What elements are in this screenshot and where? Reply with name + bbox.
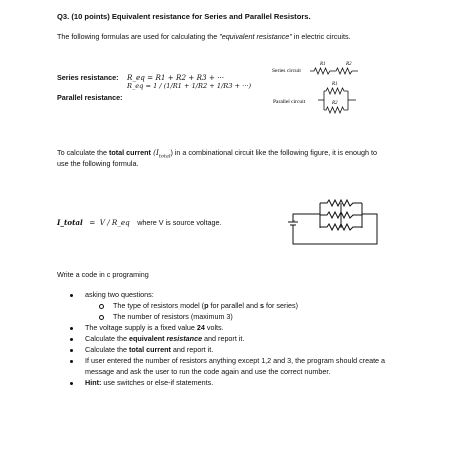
tc-text-c: ) in a combinational circuit like the following figure, it is enough to xyxy=(170,148,377,157)
parallel-caption: Parallel circuit xyxy=(273,99,306,105)
current-formula-tail: where V is source voltage. xyxy=(137,218,222,227)
series-formula: R_eq = R1 + R2 + R3 + ··· xyxy=(127,73,225,82)
total-current-line2: use the following formula. xyxy=(57,159,139,168)
series-label: Series resistance: xyxy=(57,73,119,82)
bullet-equivalent: Calculate the equivalent resistance and report it. xyxy=(85,334,245,343)
series-caption: Series circuit xyxy=(272,68,301,74)
intro-after: in electric circuits. xyxy=(291,32,351,41)
tc-subscript: total xyxy=(158,153,171,160)
bullet-voltage: The voltage supply is a fixed value 24 volts. xyxy=(85,323,224,332)
tc-text-a: To calculate the xyxy=(57,148,109,157)
series-r1-label: R1 xyxy=(320,62,326,67)
bullet-validation-line2: message and ask the user to run the code again and use the correct number. xyxy=(85,367,331,376)
bullet-dot xyxy=(70,327,73,330)
task-intro: Write a code in c programing xyxy=(57,270,149,279)
parallel-r1-label: R1 xyxy=(332,82,338,87)
sub-bullet-circle xyxy=(99,304,104,309)
bullet-current: Calculate the total current and report it. xyxy=(85,345,214,354)
parallel-resistor-bottom xyxy=(324,107,348,113)
parallel-r2-label: R2 xyxy=(332,101,338,106)
bullet-dot xyxy=(70,382,73,385)
tc-symbol: (I xyxy=(150,148,159,157)
series-r2-label: R2 xyxy=(346,62,352,67)
tc-bold: total current xyxy=(108,148,151,157)
bullet-asking: asking two questions: xyxy=(85,290,154,299)
sub-bullet-circle xyxy=(99,315,104,320)
svg-text:+: + xyxy=(293,218,296,223)
intro-text xyxy=(57,32,351,41)
series-resistor-wire xyxy=(310,68,358,74)
sub-bullet-number: The number of resistors (maximum 3) xyxy=(113,312,233,321)
resistor-diagrams xyxy=(270,58,380,120)
bullet-dot xyxy=(70,338,73,341)
bullet-hint: Hint: use switches or else-if statements. xyxy=(85,378,214,387)
bullet-dot xyxy=(70,360,73,363)
combinational-circuit-diagram xyxy=(285,192,390,252)
bullet-dot xyxy=(70,349,73,352)
bullet-dot xyxy=(70,294,73,297)
current-formula-rhs: V / R_eq xyxy=(99,218,130,227)
current-formula-lhs: I_total xyxy=(57,218,83,227)
intro-before: The following formulas are used for calculating the xyxy=(57,32,220,41)
parallel-formula-row xyxy=(57,87,123,105)
question-title: Q3. (10 points) Equivalent resistance for Series and Parallel Resistors. xyxy=(57,12,311,21)
parallel-resistor-top xyxy=(324,88,348,94)
parallel-label: Parallel resistance: xyxy=(57,93,123,102)
parallel-formula: R_eq = 1 / (1/R1 + 1/R2 + 1/R3 + ···) xyxy=(127,82,252,90)
current-formula-row: I_total = V / R_eq where V is source voltage. xyxy=(57,218,222,227)
intro-emphasis: "equivalent resistance" xyxy=(219,32,292,41)
sub-bullet-type: The type of resistors model (p for parallel and s for series) xyxy=(113,301,298,310)
bullet-validation-line1: If user entered the number of resistors anything except 1,2 and 3, the program should create a xyxy=(85,356,386,365)
